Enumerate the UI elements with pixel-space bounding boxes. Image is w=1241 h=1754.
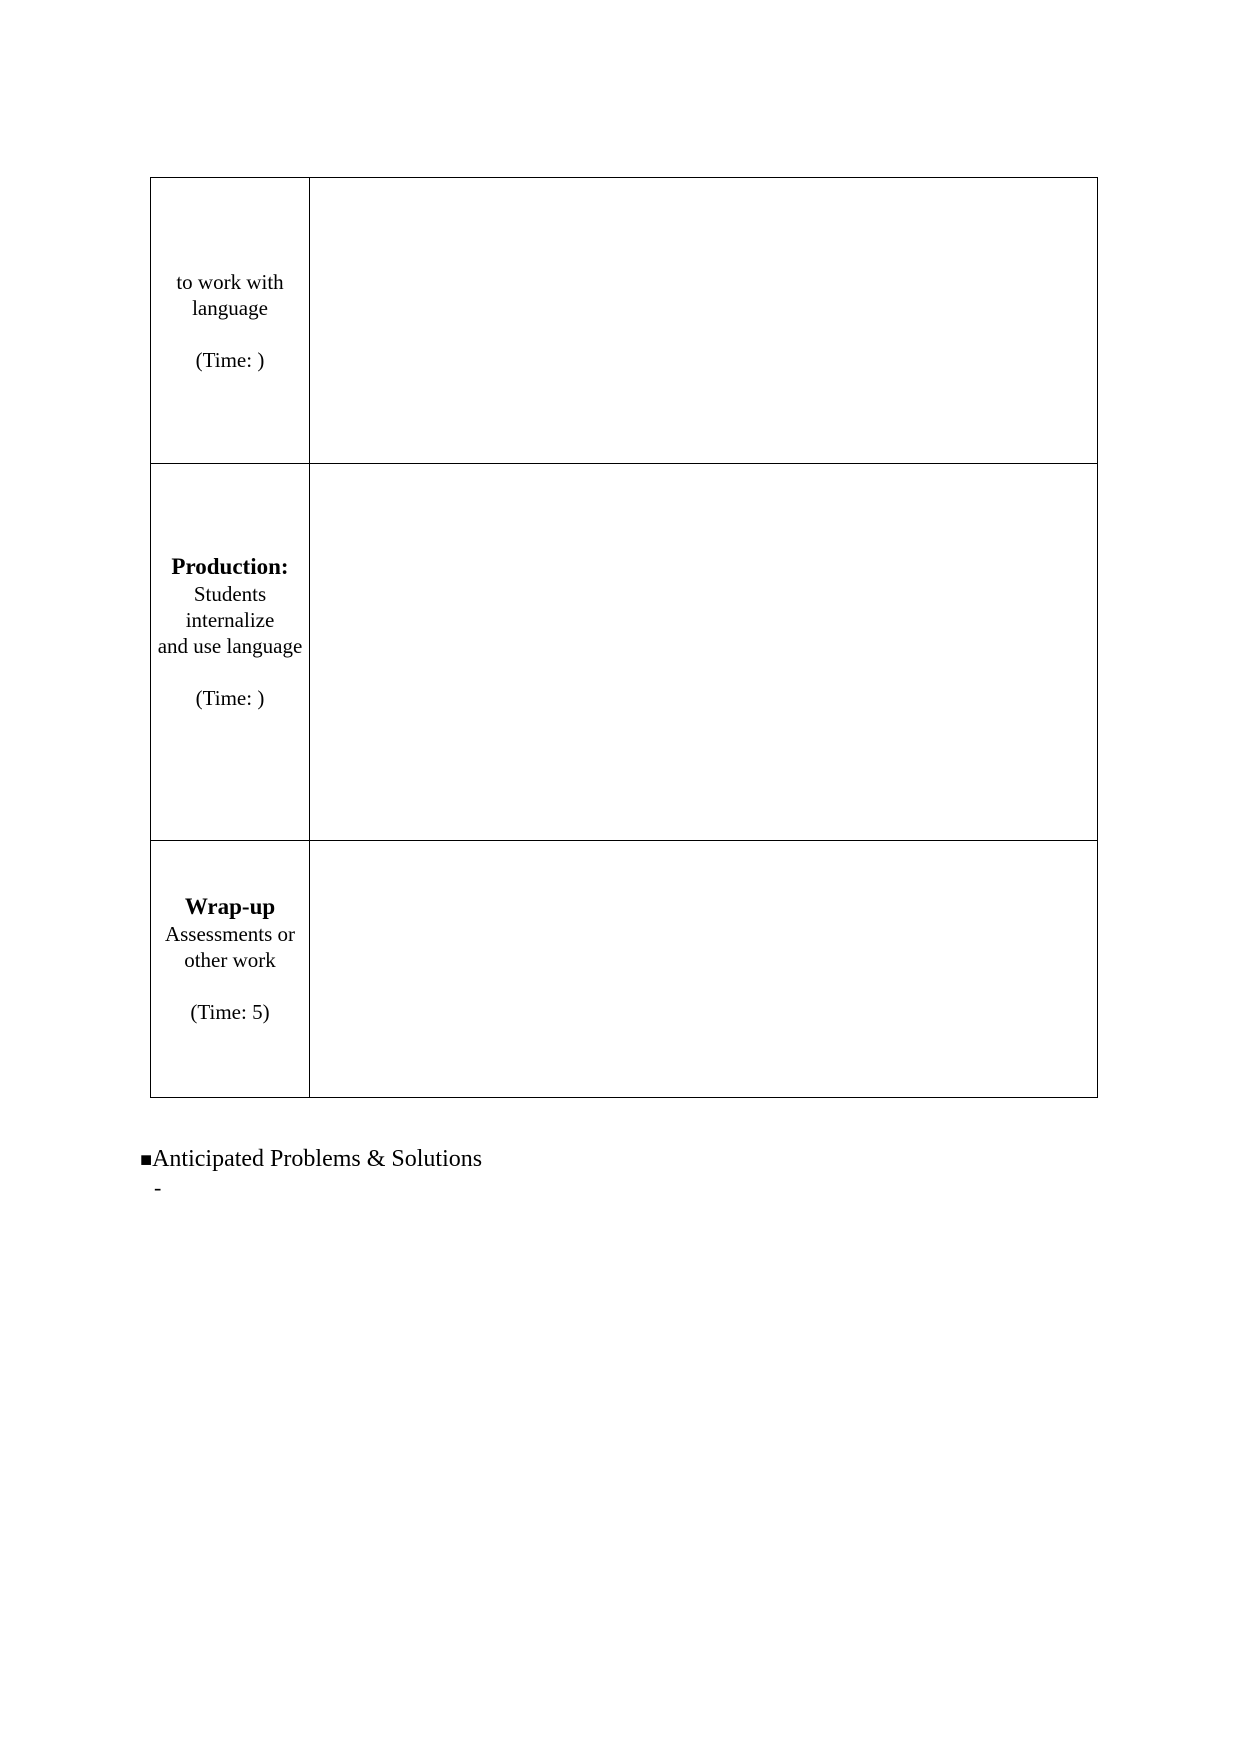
list-item: - xyxy=(154,1175,162,1200)
stage-cell-wrap-up xyxy=(151,841,310,1098)
stage-description-line: and use language xyxy=(157,634,303,658)
table-row xyxy=(151,178,1098,464)
section-heading xyxy=(140,1144,482,1175)
lesson-plan-table xyxy=(150,177,1098,1098)
stage-content-cell[interactable] xyxy=(310,178,1098,464)
stage-cell-production xyxy=(151,464,310,841)
stage-description-line: language xyxy=(192,295,268,320)
stage-description-line: Assessments or xyxy=(164,922,296,946)
stage-content-cell[interactable] xyxy=(310,841,1098,1098)
table-row xyxy=(151,464,1098,841)
stage-description-line: to work with xyxy=(176,269,284,294)
stage-description-line: other work xyxy=(184,948,276,972)
section-heading-text: Anticipated Problems & Solutions xyxy=(152,1146,483,1172)
square-bullet-icon: ■ xyxy=(140,1149,153,1171)
stage-time: (Time: ) xyxy=(195,686,265,710)
table-row xyxy=(151,841,1098,1098)
stage-description-line: internalize xyxy=(185,608,275,632)
stage-time: (Time: 5) xyxy=(190,1000,270,1024)
stage-title: Wrap-up xyxy=(184,894,276,919)
stage-cell-practice xyxy=(151,178,310,464)
stage-time: (Time: ) xyxy=(195,347,265,372)
stage-description-line: Students xyxy=(193,582,267,606)
stage-title: Production: xyxy=(171,554,289,579)
stage-content-cell[interactable] xyxy=(310,464,1098,841)
